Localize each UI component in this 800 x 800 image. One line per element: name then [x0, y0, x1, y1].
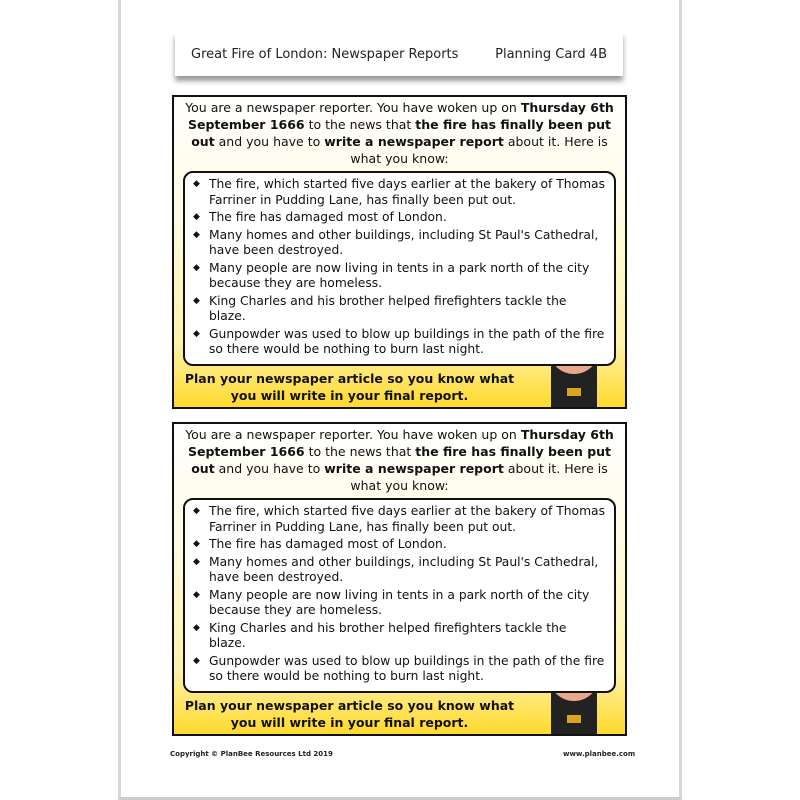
fact-text: The fire has damaged most of London. [209, 537, 447, 551]
copyright-text: Copyright © PlanBee Resources Ltd 2019 [170, 750, 333, 758]
bullet-icon: ◆ [193, 295, 200, 306]
bullet-icon: ◆ [193, 179, 200, 189]
fact-text: The fire has damaged most of London. [209, 210, 447, 224]
fact-text: The fire, which started five days earlier at the bakery of Thomas Farriner in Pudding Lane, has finally been put out. [209, 177, 605, 207]
fact-item [193, 261, 606, 292]
bullet-icon: ◆ [193, 539, 200, 549]
plan-instruction: Plan your newspaper article so you know what you will write in your final report. [184, 698, 515, 730]
fact-item [193, 228, 606, 259]
fact-item [193, 621, 606, 652]
fact-item [193, 588, 606, 619]
facts-box [183, 171, 616, 366]
website-link: www.planbee.com [563, 750, 636, 758]
fact-text: King Charles and his brother helped firefighters tackle the blaze. [209, 293, 567, 323]
fact-item [193, 555, 606, 586]
fact-text: King Charles and his brother helped firefighters tackle the blaze. [209, 620, 567, 650]
intro-segment: the fire has finally been put out [191, 117, 612, 149]
planning-card [172, 422, 627, 736]
intro-segment: and you have to [214, 461, 325, 476]
intro-segment: about it. Here is what you know: [350, 134, 608, 166]
intro-segment: Thursday 6th September 1666 [187, 100, 614, 132]
bullet-icon: ◆ [193, 506, 200, 516]
fact-text: Gunpowder was used to blow up buildings in the path of the fire so there would be nothing to burn last night. [209, 653, 605, 683]
intro-segment: write a newspaper report [324, 134, 504, 149]
fact-text: Many people are now living in tents in a park north of the city because they are homeless. [209, 587, 590, 617]
bullet-icon: ◆ [193, 556, 200, 567]
bullet-icon: ◆ [193, 655, 200, 666]
intro-segment: Thursday 6th September 1666 [187, 427, 614, 459]
bullet-icon: ◆ [193, 328, 200, 339]
bullet-icon: ◆ [193, 212, 200, 222]
bullet-icon: ◆ [193, 262, 200, 273]
intro-segment: to the news that [304, 444, 416, 459]
fact-text: Gunpowder was used to blow up buildings in the path of the fire so there would be nothing to burn last night. [209, 326, 605, 356]
intro-segment: write a newspaper report [324, 461, 504, 476]
fact-text: Many people are now living in tents in a park north of the city because they are homeless. [209, 260, 590, 290]
intro-segment: You are a newspaper reporter. You have woken up on [185, 427, 521, 442]
bullet-icon: ◆ [193, 589, 200, 600]
fact-item [193, 654, 606, 685]
header-card-label: Planning Card 4B [495, 46, 607, 62]
fact-item [193, 504, 606, 535]
intro-segment: about it. Here is what you know: [350, 461, 608, 493]
intro-segment: You are a newspaper reporter. You have woken up on [185, 100, 521, 115]
fact-item [193, 210, 606, 226]
intro-segment: and you have to [214, 134, 325, 149]
fact-item [193, 537, 606, 553]
bullet-icon: ◆ [193, 229, 200, 240]
fact-item [193, 294, 606, 325]
fact-item [193, 327, 606, 358]
fact-text: Many homes and other buildings, including St Paul's Cathedral, have been destroyed. [209, 227, 599, 257]
header-title: Great Fire of London: Newspaper Reports [191, 46, 459, 62]
fact-item [193, 177, 606, 208]
fact-text: The fire, which started five days earlier at the bakery of Thomas Farriner in Pudding Lane, has finally been put out. [209, 504, 605, 534]
intro-segment: the fire has finally been put out [191, 444, 612, 476]
fact-text: Many homes and other buildings, including St Paul's Cathedral, have been destroyed. [209, 554, 599, 584]
card-intro [174, 424, 625, 494]
card-intro [174, 97, 625, 167]
bullet-icon: ◆ [193, 622, 200, 633]
plan-instruction: Plan your newspaper article so you know what you will write in your final report. [184, 371, 515, 403]
planning-card [172, 95, 627, 409]
facts-box [183, 498, 616, 693]
page-header [175, 32, 623, 76]
intro-segment: to the news that [304, 117, 416, 132]
